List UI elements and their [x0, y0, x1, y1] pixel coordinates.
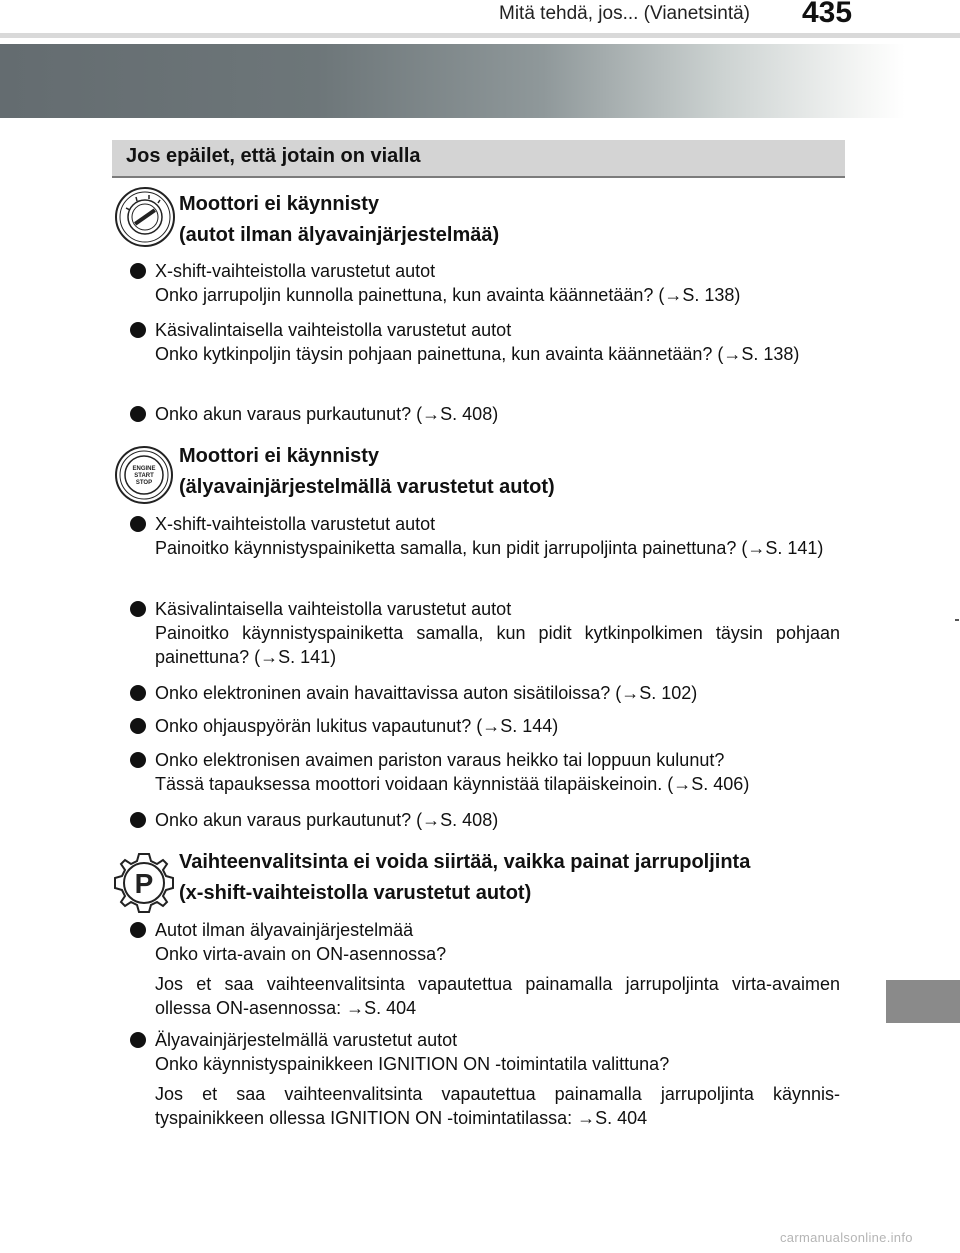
- list-item: [130, 681, 840, 705]
- item-text: Painoitko käynnistyspainiketta samalla, kun pidit jarrupoljinta painettuna? (→S. 141): [155, 538, 824, 558]
- running-title: Mitä tehdä, jos... (Vianetsintä): [499, 3, 750, 24]
- watermark-url: carmanualsonline.info: [780, 1230, 913, 1245]
- subsection-title: [179, 441, 555, 503]
- item-paragraph: Jos et saa vaihteenvalitsinta vapautettua painamalla jarrupoljinta virta-avaimen ollessa ON-asennossa: →S. 404: [155, 974, 840, 1018]
- list-item: [130, 512, 840, 560]
- page-number: 435: [802, 0, 853, 29]
- subsection-title-line: Moottori ei käynnisty: [179, 193, 380, 215]
- section-title: Jos epäilet, että jotain on vialla: [126, 145, 421, 167]
- section-heading: [112, 140, 845, 178]
- item-text: Tässä tapauksessa moottori voidaan käynnistää tilapäiskeinoin. (→S. 406): [155, 774, 750, 794]
- item-text: Onko ohjauspyörän lukitus vapautunut? (→S. 144): [155, 716, 559, 736]
- bullet-icon: [130, 322, 146, 338]
- list-item: [130, 259, 840, 307]
- subsection-title: [179, 189, 499, 251]
- subsection-title-line: Vaihteenvalitsinta ei voida siirtää, vaikka painat jarrupoljinta: [179, 851, 751, 873]
- icon-label: ENGINE: [132, 466, 156, 472]
- bullet-icon: [130, 406, 146, 422]
- icon-letter: P: [134, 868, 154, 899]
- subsection-title: [179, 847, 750, 909]
- bullet-icon: [130, 601, 146, 617]
- park-gear-icon: [111, 850, 177, 916]
- list-item: [130, 318, 840, 366]
- list-item: [130, 714, 840, 738]
- bullet-icon: [130, 812, 146, 828]
- list-item: [130, 402, 840, 426]
- bullet-icon: [130, 718, 146, 734]
- icon-label: START: [134, 473, 154, 479]
- list-item: [130, 597, 840, 669]
- header-band: [0, 44, 905, 118]
- subsection-title-line: (x-shift-vaihteistolla varustetut autot): [179, 882, 532, 904]
- bullet-icon: [130, 1032, 146, 1048]
- item-text: Onko virta-avain on ON-asennossa?: [155, 944, 447, 964]
- item-heading: X-shift-vaihteistolla varustetut autot: [155, 261, 436, 281]
- item-text: Onko akun varaus purkautunut? (→S. 408): [155, 404, 499, 424]
- chapter-tab: [886, 980, 960, 1023]
- item-text: Onko käynnistyspainikkeen IGNITION ON -toimintatila valittuna?: [155, 1054, 670, 1074]
- item-heading: Autot ilman älyavainjärjestelmää: [155, 920, 414, 940]
- list-item: [130, 1028, 840, 1130]
- item-heading: Älyavainjärjestelmällä varustetut autot: [155, 1030, 458, 1050]
- list-item: [130, 808, 840, 832]
- item-heading: X-shift-vaihteistolla varustetut autot: [155, 514, 436, 534]
- item-text: Onko jarrupoljin kunnolla painettuna, kun avainta käännetään? (→S. 138): [155, 285, 741, 305]
- list-item: [130, 918, 840, 1020]
- bullet-icon: [130, 685, 146, 701]
- item-paragraph: Jos et saa vaihteenvalitsinta vapautettua painamalla jarrupoljinta käynnis-tyspainikkeen ollessa IGNITION ON -toimintatilassa: →S. 404: [155, 1084, 840, 1128]
- item-heading: Käsivalintaisella vaihteistolla varustetut autot: [155, 320, 512, 340]
- item-text: Onko akun varaus purkautunut? (→S. 408): [155, 810, 499, 830]
- bullet-icon: [130, 263, 146, 279]
- icon-label: STOP: [135, 480, 153, 486]
- ignition-key-switch-icon: [114, 186, 176, 248]
- engine-start-stop-icon: [114, 445, 174, 505]
- bullet-icon: [130, 752, 146, 768]
- bullet-icon: [130, 516, 146, 532]
- list-item: [130, 748, 840, 796]
- subsection-title-line: (älyavainjärjestelmällä varustetut autot): [179, 476, 555, 498]
- edge-mark: [955, 619, 959, 621]
- item-heading: Onko elektronisen avaimen pariston varaus heikko tai loppuun kulunut?: [155, 750, 725, 770]
- subsection-title-line: (autot ilman älyavainjärjestelmää): [179, 224, 500, 246]
- top-rule: [0, 33, 960, 38]
- bullet-icon: [130, 922, 146, 938]
- item-text: Painoitko käynnistyspainiketta samalla, kun pidit kytkinpolkimen täysin pohjaan painettuna? (→S. 141): [155, 623, 840, 667]
- item-text: Onko elektroninen avain havaittavissa auton sisätiloissa? (→S. 102): [155, 683, 698, 703]
- item-text: Onko kytkinpoljin täysin pohjaan painettuna, kun avainta käännetään? (→S. 138): [155, 344, 800, 364]
- subsection-title-line: Moottori ei käynnisty: [179, 445, 380, 467]
- item-heading: Käsivalintaisella vaihteistolla varustetut autot: [155, 599, 512, 619]
